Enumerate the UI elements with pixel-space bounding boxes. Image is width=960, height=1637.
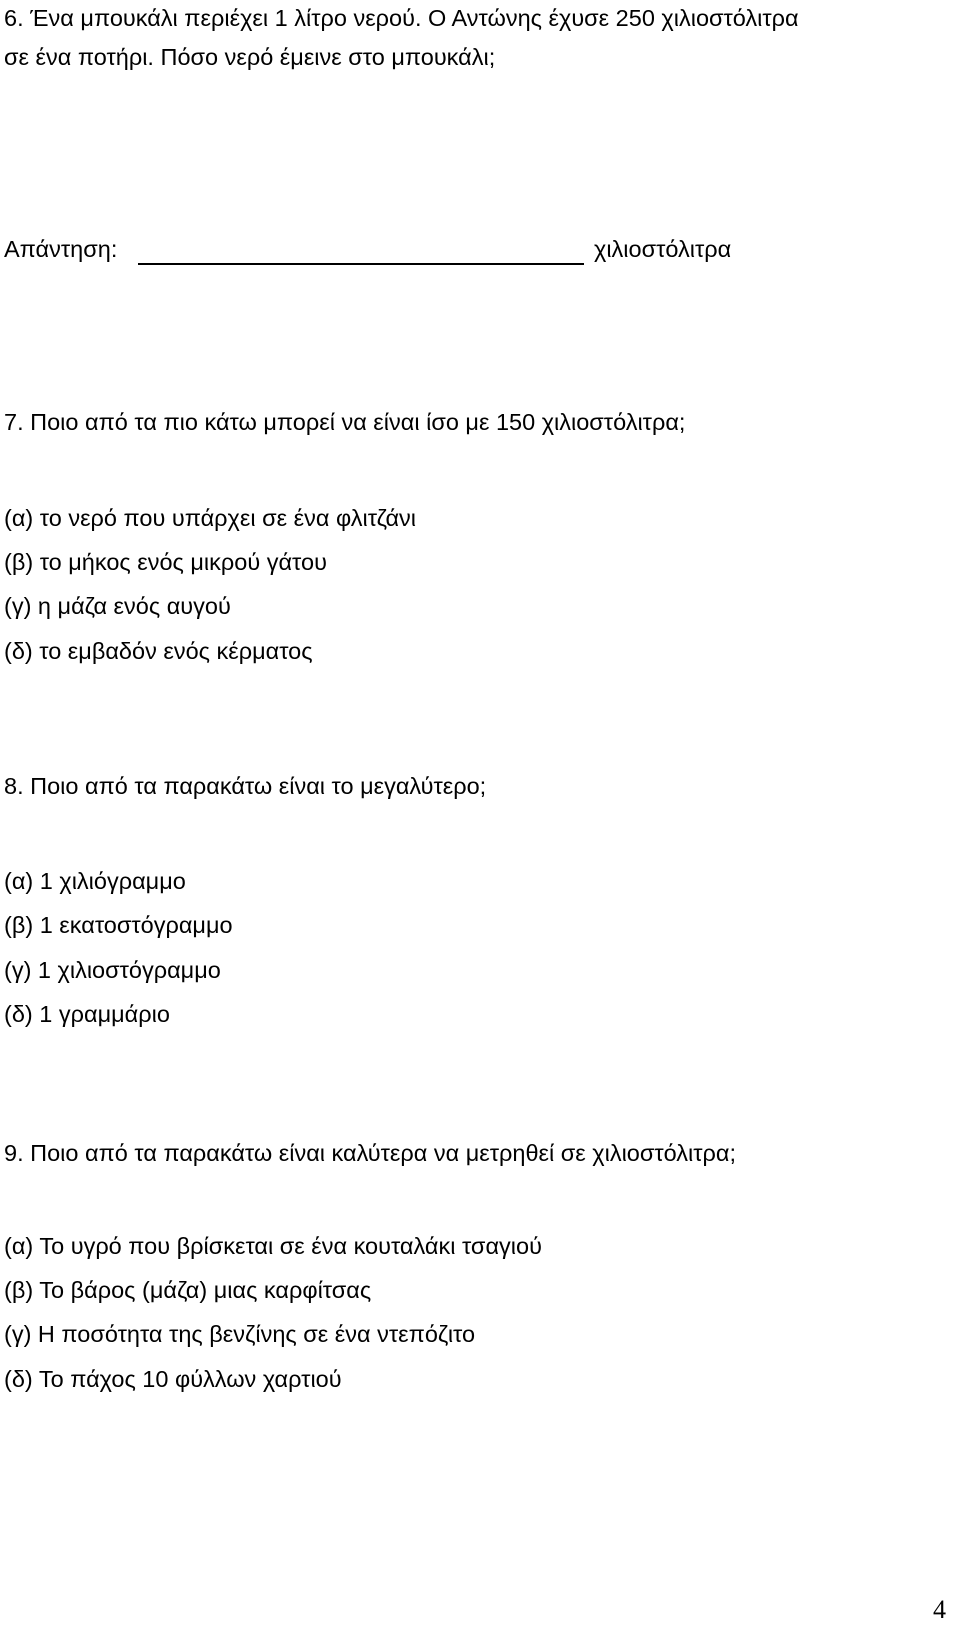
q7-option-d: (δ) το εμβαδόν ενός κέρματος	[4, 638, 313, 664]
q6-answer-label: Απάντηση:	[4, 236, 118, 262]
q8-option-d: (δ) 1 γραμμάριο	[4, 1001, 170, 1027]
q9-option-d: (δ) Το πάχος 10 φύλλων χαρτιού	[4, 1366, 342, 1392]
q9-option-b: (β) Το βάρος (μάζα) μιας καρφίτσας	[4, 1277, 372, 1303]
q6-answer-blank[interactable]	[138, 263, 584, 265]
q6-text-line-1: 6. Ένα μπουκάλι περιέχει 1 λίτρο νερού. Ο Αντώνης έχυσε 250 χιλιοστόλιτρα	[4, 5, 799, 31]
q8-option-b: (β) 1 εκατοστόγραμμο	[4, 912, 233, 938]
page-number: 4	[933, 1595, 946, 1624]
q7-option-a: (α) το νερό που υπάρχει σε ένα φλιτζάνι	[4, 505, 416, 531]
q7-question: 7. Ποιο από τα πιο κάτω μπορεί να είναι ίσο με 150 χιλιοστόλιτρα;	[4, 409, 686, 435]
q9-option-c: (γ) Η ποσότητα της βενζίνης σε ένα ντεπόζιτο	[4, 1321, 476, 1347]
q8-option-c: (γ) 1 χιλιοστόγραμμο	[4, 957, 221, 983]
q9-question: 9. Ποιο από τα παρακάτω είναι καλύτερα να μετρηθεί σε χιλιοστόλιτρα;	[4, 1140, 737, 1166]
q6-text-line-2: σε ένα ποτήρι. Πόσο νερό έμεινε στο μπουκάλι;	[4, 44, 496, 70]
q9-option-a: (α) Το υγρό που βρίσκεται σε ένα κουταλάκι τσαγιού	[4, 1233, 542, 1259]
q7-option-c: (γ) η μάζα ενός αυγού	[4, 593, 231, 619]
q7-option-b: (β) το μήκος ενός μικρού γάτου	[4, 549, 327, 575]
q8-question: 8. Ποιο από τα παρακάτω είναι το μεγαλύτερο;	[4, 773, 487, 799]
q8-option-a: (α) 1 χιλιόγραμμο	[4, 868, 186, 894]
q6-answer-unit: χιλιοστόλιτρα	[594, 236, 732, 262]
